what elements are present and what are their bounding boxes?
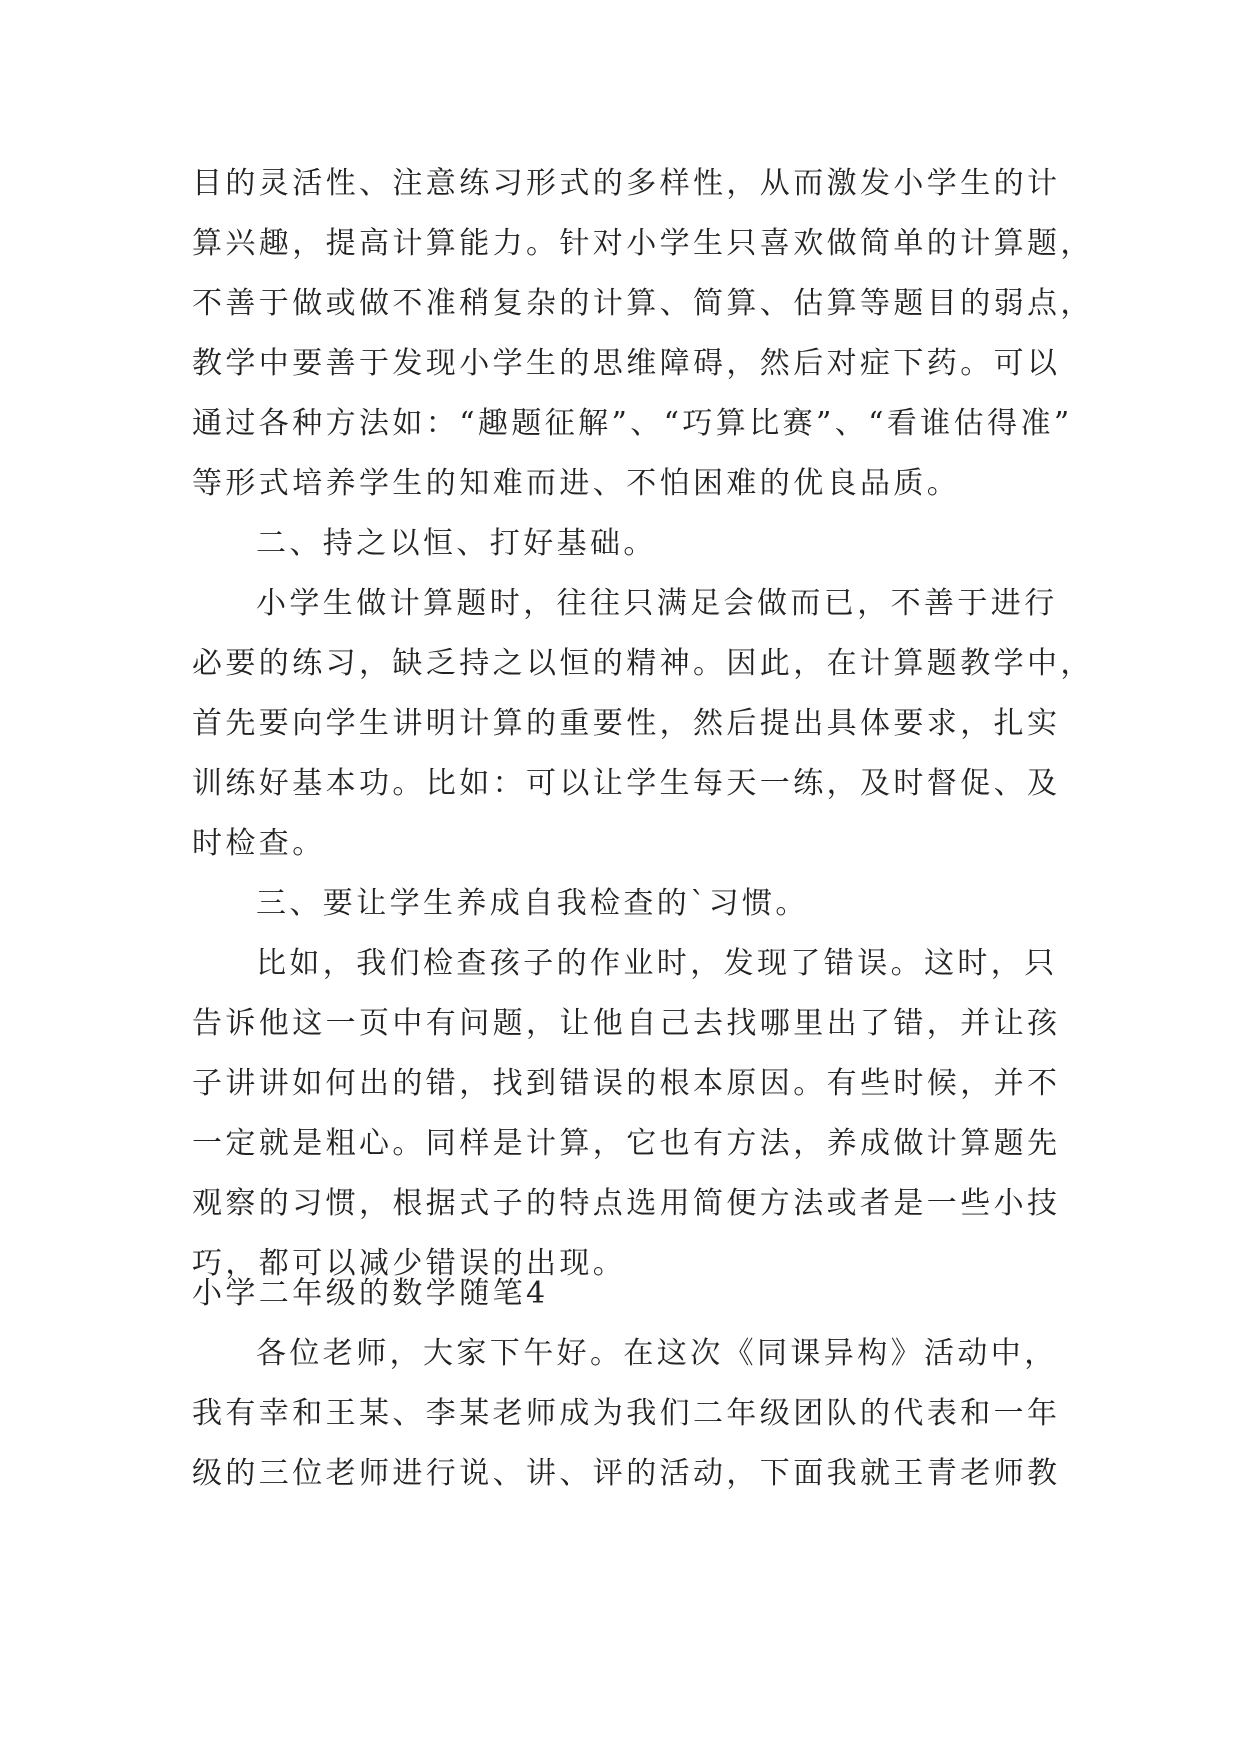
paragraph-line: 训练好基本功。比如：可以让学生每天一练，及时督促、及 — [192, 766, 1061, 801]
paragraph-line: 不善于做或做不准稍复杂的计算、简算、估算等题目的弱点， — [192, 286, 1094, 321]
paragraph-line: 告诉他这一页中有问题，让他自己去找哪里出了错，并让孩 — [192, 1006, 1061, 1041]
section-heading: 二、持之以恒、打好基础。 — [256, 526, 657, 561]
paragraph-line: 小学生做计算题时，往往只满足会做而已，不善于进行 — [256, 586, 1058, 621]
paragraph-line: 目的灵活性、注意练习形式的多样性，从而激发小学生的计 — [192, 166, 1061, 201]
paragraph-line: 级的三位老师进行说、讲、评的活动，下面我就王青老师教 — [192, 1456, 1061, 1491]
paragraph-line: 子讲讲如何出的错，找到错误的根本原因。有些时候，并不 — [192, 1066, 1061, 1101]
paragraph-line: 算兴趣，提高计算能力。针对小学生只喜欢做简单的计算题， — [192, 226, 1094, 261]
paragraph-line: 比如，我们检查孩子的作业时，发现了错误。这时，只 — [256, 946, 1058, 981]
paragraph-line: 时检查。 — [192, 826, 326, 861]
paragraph-line: 巧，都可以减少错误的出现。 — [192, 1246, 627, 1281]
section-heading: 三、要让学生养成自我检查的`习惯。 — [256, 886, 809, 921]
paragraph-line: 一定就是粗心。同样是计算，它也有方法，养成做计算题先 — [192, 1126, 1061, 1161]
paragraph-line: 必要的练习，缺乏持之以恒的精神。因此，在计算题教学中， — [192, 646, 1094, 681]
paragraph-line: 首先要向学生讲明计算的重要性，然后提出具体要求，扎实 — [192, 706, 1061, 741]
paragraph-line: 观察的习惯，根据式子的特点选用简便方法或者是一些小技 — [192, 1186, 1061, 1221]
essay-body — [192, 154, 1094, 1294]
paragraph-line: 等形式培养学生的知难而进、不怕困难的优良品质。 — [192, 466, 961, 501]
essay-section-4 — [192, 1264, 1061, 1504]
paragraph-line: 我有幸和王某、李某老师成为我们二年级团队的代表和一年 — [192, 1396, 1061, 1431]
paragraph-line: 教学中要善于发现小学生的思维障碍，然后对症下药。可以 — [192, 346, 1061, 381]
paragraph-line: 各位老师，大家下午好。在这次《同课异构》活动中， — [256, 1336, 1058, 1371]
essay-title: 小学二年级的数学随笔4 — [192, 1276, 549, 1311]
paragraph-line: 通过各种方法如：“趣题征解”、“巧算比赛”、“看谁估得准” — [192, 406, 1073, 441]
